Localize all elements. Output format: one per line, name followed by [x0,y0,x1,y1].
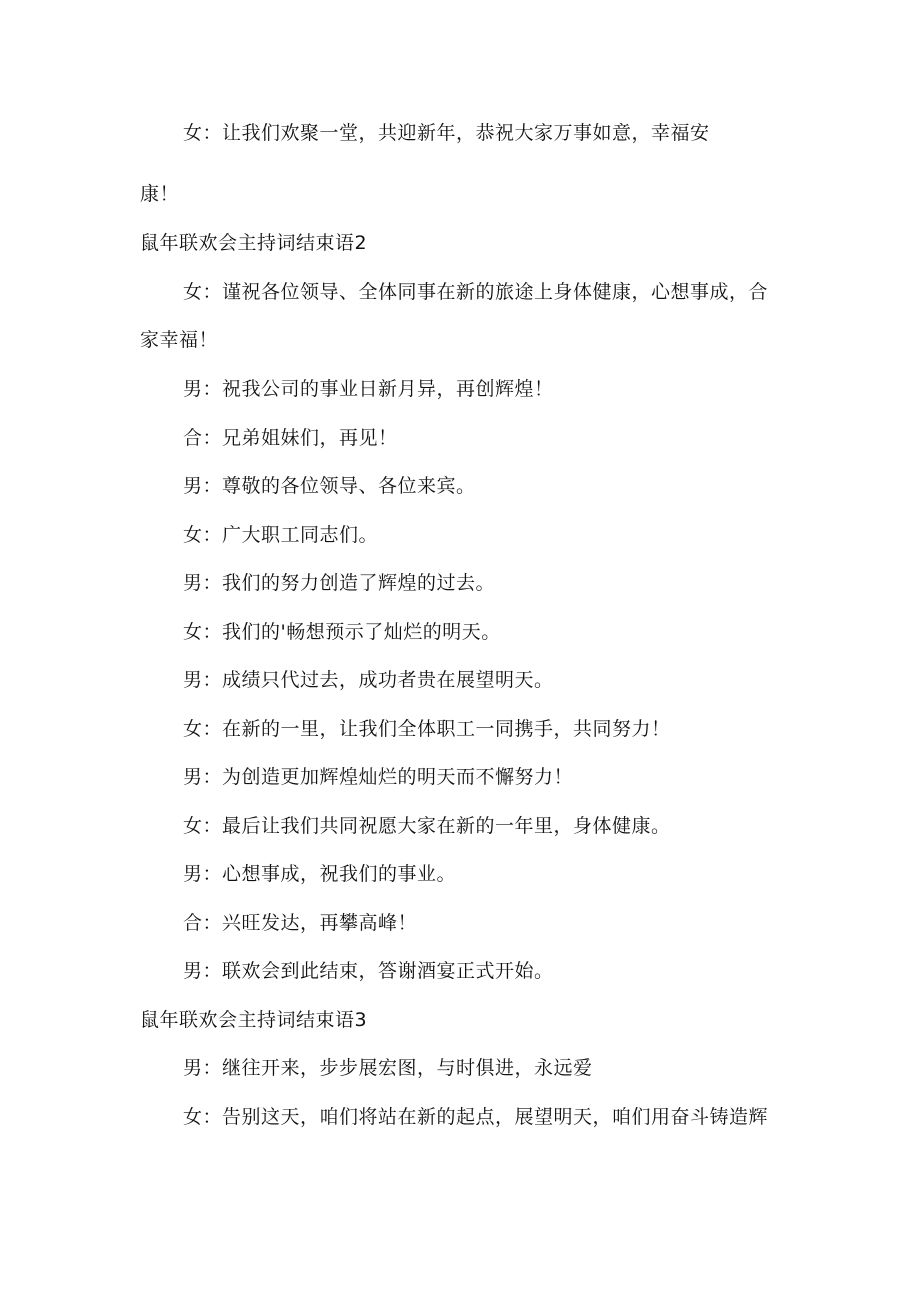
paragraph-line: 男：联欢会到此结束，答谢酒宴正式开始。 [183,960,554,982]
paragraph-line: 男：祝我公司的事业日新月异，再创辉煌！ [183,378,554,400]
paragraph-line: 男：尊敬的各位领导、各位来宾。 [183,475,476,497]
section-heading: 鼠年联欢会主持词结束语2 [140,232,368,254]
paragraph-line: 女：最后让我们共同祝愿大家在新的一年里，身体健康。 [183,815,671,837]
paragraph-line: 女：我们的'畅想预示了灿烂的明天。 [183,621,501,643]
paragraph-line: 女：广大职工同志们。 [183,524,379,546]
paragraph-line: 女：在新的一里，让我们全体职工一同携手，共同努力！ [183,718,671,740]
paragraph-line: 男：继往开来，步步展宏图，与时俱进，永远爱 [183,1057,593,1079]
paragraph-line: 女：让我们欢聚一堂，共迎新年，恭祝大家万事如意，幸福安 [183,122,710,144]
paragraph-line: 合：兴旺发达，再攀高峰！ [183,912,418,934]
paragraph-line: 男：我们的努力创造了辉煌的过去。 [183,572,496,594]
paragraph-line: 合：兄弟姐妹们，再见！ [183,427,398,449]
paragraph-line: 女：谨祝各位领导、全体同事在新的旅途上身体健康，心想事成，合 [183,281,769,303]
paragraph-line: 男：成绩只代过去，成功者贵在展望明天。 [183,669,554,691]
paragraph-line: 康！ [140,183,180,205]
paragraph-line: 家幸福！ [140,329,219,351]
paragraph-line: 男：心想事成，祝我们的事业。 [183,863,457,885]
section-heading: 鼠年联欢会主持词结束语3 [140,1009,368,1031]
paragraph-line: 女：告别这天，咱们将站在新的起点，展望明天，咱们用奋斗铸造辉 [183,1106,769,1128]
paragraph-line: 男：为创造更加辉煌灿烂的明天而不懈努力！ [183,766,574,788]
